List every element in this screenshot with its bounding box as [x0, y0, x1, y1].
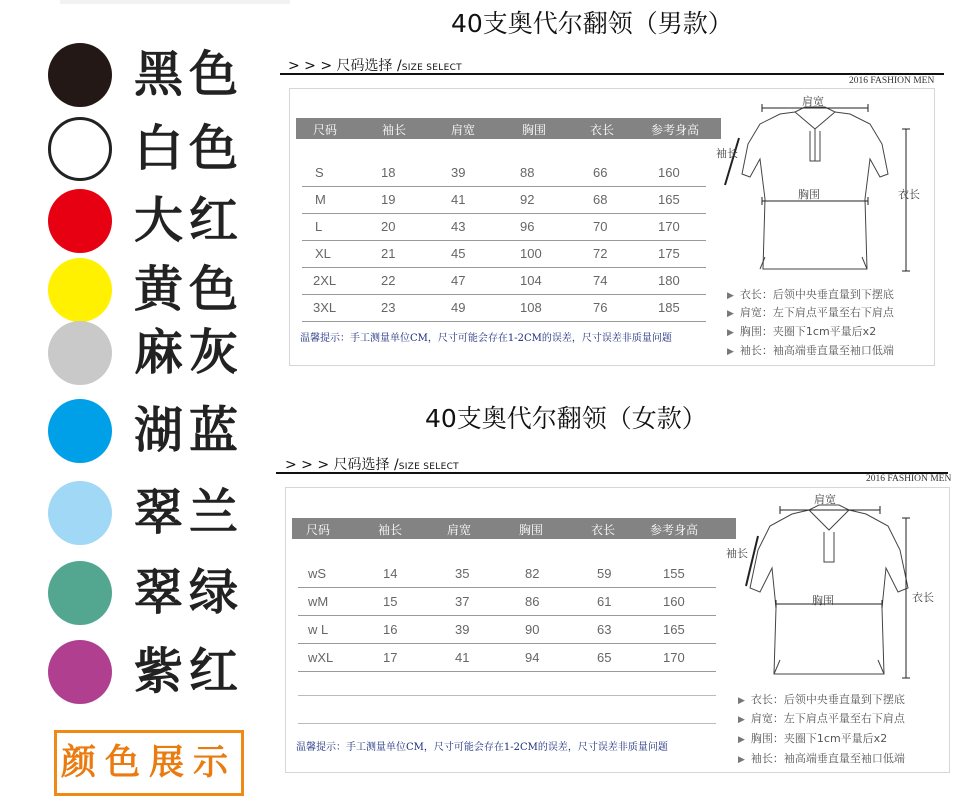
table-row — [302, 240, 706, 268]
cell-chest: 90 — [525, 622, 540, 637]
cell-sleeve: 14 — [383, 566, 398, 581]
cell-height: 155 — [663, 566, 685, 581]
cell-sleeve: 19 — [381, 192, 396, 207]
cell-chest: 82 — [525, 566, 540, 581]
diagram-label-chest: 胸围 — [798, 188, 820, 201]
cell-length: 65 — [597, 650, 612, 665]
color-item-red — [48, 189, 278, 255]
triangle-icon: ▶ — [738, 735, 745, 745]
cell-chest: 92 — [520, 192, 535, 207]
color-item-white — [48, 117, 278, 183]
cell-chest: 86 — [525, 594, 540, 609]
cell-sleeve: 22 — [381, 273, 396, 288]
cell-length: 68 — [593, 192, 608, 207]
swatch — [48, 561, 112, 625]
size-select-text: > > > 尺码选择 / — [285, 457, 399, 473]
table-row — [302, 159, 706, 187]
men-legend-item — [727, 342, 894, 358]
cell-size: XL — [315, 246, 331, 261]
men-header-rule — [280, 73, 944, 75]
diagram-label-length: 衣长 — [898, 188, 920, 201]
cell-height: 165 — [658, 192, 680, 207]
cell-shoulder: 47 — [451, 273, 466, 288]
legend-text: 肩宽：左下肩点平量至右下肩点 — [750, 712, 905, 725]
men-size-chart — [289, 88, 935, 366]
cell-length: 63 — [597, 622, 612, 637]
legend-text: 肩宽：左下肩点平量至右下肩点 — [739, 306, 894, 319]
cell-sleeve: 16 — [383, 622, 398, 637]
cell-height: 165 — [663, 622, 685, 637]
legend-text: 衣长：后领中央垂直量到下摆底 — [739, 288, 894, 301]
color-item-yellow — [48, 258, 278, 324]
cell-size: S — [315, 165, 324, 180]
women-measure-note: 温馨提示：手工测量单位CM，尺寸可能会存在1-2CM的误差，尺寸误差非质量问题 — [296, 742, 668, 753]
header-sleeve: 袖长 — [378, 523, 403, 537]
triangle-icon: ▶ — [738, 696, 745, 706]
color-label: 翠兰 — [134, 484, 245, 541]
header-size: 尺码 — [306, 523, 331, 537]
diagram-label-chest: 胸围 — [812, 594, 834, 607]
table-row — [298, 560, 716, 588]
cell-size: 3XL — [313, 300, 337, 315]
cell-sleeve: 17 — [383, 650, 398, 665]
cell-height: 175 — [658, 246, 680, 261]
cell-size: w L — [308, 622, 329, 637]
swatch — [48, 640, 112, 704]
header-length: 衣长 — [591, 523, 616, 537]
color-label: 大红 — [134, 192, 245, 249]
top-divider — [60, 0, 290, 4]
cell-size: 2XL — [313, 273, 337, 288]
color-item-light-blue — [48, 481, 278, 547]
women-size-chart — [285, 487, 950, 773]
size-select-text: > > > 尺码选择 / — [288, 58, 402, 74]
legend-text: 袖长：袖高端垂直量至袖口低端 — [750, 752, 905, 765]
table-row — [298, 588, 716, 616]
cell-height: 160 — [658, 165, 680, 180]
women-header-rule — [276, 472, 948, 474]
color-label: 白色 — [134, 120, 245, 177]
triangle-icon: ▶ — [727, 291, 734, 301]
header-shoulder: 肩宽 — [447, 523, 472, 537]
diagram-label-sleeve: 袖长 — [726, 547, 748, 560]
triangle-icon: ▶ — [727, 347, 734, 357]
header-height: 参考身高 — [650, 523, 699, 537]
cell-shoulder: 37 — [455, 594, 470, 609]
women-legend-item — [738, 691, 905, 707]
color-item-grey — [48, 321, 278, 387]
table-row — [298, 616, 716, 644]
women-polo-diagram — [734, 488, 950, 688]
header-chest: 胸围 — [522, 123, 547, 137]
diagram-label-shoulder: 肩宽 — [814, 493, 836, 506]
cell-sleeve: 20 — [381, 219, 396, 234]
color-item-green — [48, 561, 278, 627]
color-label: 黑色 — [134, 46, 245, 103]
triangle-icon: ▶ — [727, 309, 734, 319]
cell-length: 74 — [593, 273, 608, 288]
table-row — [302, 267, 706, 295]
women-fashion-tag: 2016 FASHION MEN — [866, 474, 952, 484]
men-legend-item — [727, 323, 876, 339]
header-sleeve: 袖长 — [382, 123, 407, 137]
women-table-header — [292, 518, 736, 539]
cell-height: 170 — [663, 650, 685, 665]
cell-height: 185 — [658, 300, 680, 315]
cell-chest: 94 — [525, 650, 540, 665]
cell-length: 70 — [593, 219, 608, 234]
diagram-label-sleeve: 袖长 — [716, 147, 738, 160]
swatch — [48, 399, 112, 463]
cell-shoulder: 35 — [455, 566, 470, 581]
header-length: 衣长 — [590, 123, 615, 137]
men-measure-note: 温馨提示：手工测量单位CM，尺寸可能会存在1-2CM的误差，尺寸误差非质量问题 — [300, 333, 672, 344]
header-height: 参考身高 — [651, 123, 700, 137]
cell-shoulder: 49 — [451, 300, 466, 315]
cell-size: L — [315, 219, 323, 234]
cell-shoulder: 43 — [451, 219, 466, 234]
table-row — [298, 644, 716, 672]
women-legend-item — [738, 750, 905, 766]
women-legend-item — [738, 710, 905, 726]
color-item-lake-blue — [48, 399, 278, 465]
cell-chest: 100 — [520, 246, 542, 261]
triangle-icon: ▶ — [738, 755, 745, 765]
women-legend-item — [738, 730, 887, 746]
cell-shoulder: 41 — [455, 650, 470, 665]
men-fashion-tag: 2016 FASHION MEN — [849, 76, 935, 86]
legend-text: 衣长：后领中央垂直量到下摆底 — [750, 693, 905, 706]
cell-shoulder: 45 — [451, 246, 466, 261]
cell-chest: 96 — [520, 219, 535, 234]
color-item-magenta — [48, 640, 278, 706]
cell-sleeve: 18 — [381, 165, 396, 180]
cell-chest: 108 — [520, 300, 542, 315]
legend-text: 袖长：袖高端垂直量至袖口低端 — [739, 344, 894, 357]
table-row — [302, 294, 706, 322]
women-section-title: 40支奥代尔翻领（女款） — [425, 404, 707, 433]
cell-height: 160 — [663, 594, 685, 609]
size-select-en: SIZE SELECT — [398, 462, 459, 472]
cell-length: 72 — [593, 246, 608, 261]
color-label: 黄色 — [134, 261, 245, 318]
legend-text: 胸围：夹圈下1cm平量后x2 — [739, 325, 877, 338]
cell-length: 59 — [597, 566, 612, 581]
cell-height: 180 — [658, 273, 680, 288]
empty-row-line — [298, 723, 716, 724]
diagram-label-shoulder: 肩宽 — [802, 95, 824, 108]
table-row — [302, 213, 706, 241]
cell-size: wS — [308, 566, 327, 581]
header-shoulder: 肩宽 — [451, 123, 476, 137]
cell-chest: 88 — [520, 165, 535, 180]
swatch — [48, 481, 112, 545]
cell-length: 61 — [597, 594, 612, 609]
cell-height: 170 — [658, 219, 680, 234]
color-showcase-badge: 颜色展示 — [54, 730, 244, 796]
cell-chest: 104 — [520, 273, 542, 288]
color-label: 麻灰 — [134, 324, 245, 381]
men-section-title: 40支奥代尔翻领（男款） — [451, 9, 733, 38]
cell-length: 76 — [593, 300, 608, 315]
table-row — [302, 186, 706, 214]
swatch — [48, 258, 112, 322]
color-label: 翠绿 — [134, 564, 245, 621]
swatch — [48, 189, 112, 253]
cell-shoulder: 41 — [451, 192, 466, 207]
swatch — [48, 321, 112, 385]
triangle-icon: ▶ — [738, 715, 745, 725]
size-select-en: SIZE SELECT — [401, 63, 462, 73]
cell-sleeve: 15 — [383, 594, 398, 609]
cell-length: 66 — [593, 165, 608, 180]
men-size-select-label — [288, 55, 462, 75]
men-legend-item — [727, 286, 894, 302]
color-label: 湖蓝 — [134, 402, 245, 459]
color-label: 紫红 — [134, 643, 245, 700]
color-item-black — [48, 43, 278, 109]
women-size-select-label — [285, 454, 459, 474]
swatch — [48, 43, 112, 107]
swatch — [48, 117, 112, 181]
empty-row-line — [298, 695, 716, 696]
cell-size: M — [315, 192, 326, 207]
cell-size: wXL — [308, 650, 334, 665]
diagram-label-length: 衣长 — [912, 591, 934, 604]
header-size: 尺码 — [313, 123, 338, 137]
legend-text: 胸围：夹圈下1cm平量后x2 — [750, 732, 888, 745]
cell-size: wM — [308, 594, 329, 609]
cell-sleeve: 21 — [381, 246, 396, 261]
men-table-header — [296, 118, 721, 139]
cell-shoulder: 39 — [455, 622, 470, 637]
triangle-icon: ▶ — [727, 328, 734, 338]
men-legend-item — [727, 304, 894, 320]
cell-sleeve: 23 — [381, 300, 396, 315]
header-chest: 胸围 — [519, 523, 544, 537]
cell-shoulder: 39 — [451, 165, 466, 180]
